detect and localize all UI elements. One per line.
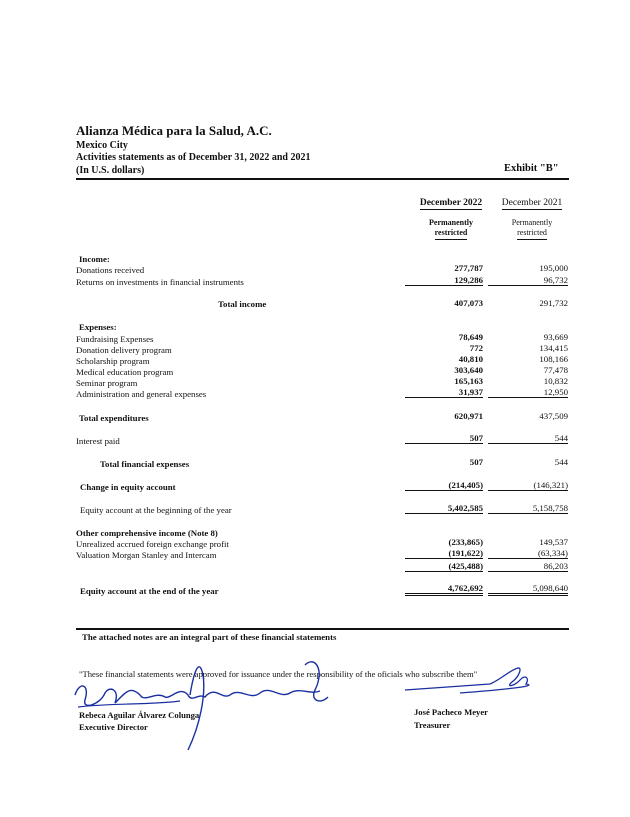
income-row-2021: 195,000 (539, 263, 568, 273)
expense-row-2021: 134,415 (539, 343, 568, 353)
city: Mexico City (76, 140, 128, 151)
change-equity-2022: (214,405) (405, 480, 483, 491)
total-expenditures-label: Total expenditures (79, 413, 149, 423)
income-row-2022: 277,787 (454, 263, 483, 273)
col-2022-header: December 2022 (419, 198, 483, 208)
equity-end-2021: 5,098,640 (488, 583, 568, 596)
signer1-title: Executive Director (79, 722, 148, 732)
exhibit-label: Exhibit "B" (504, 163, 559, 174)
interest-paid-2021: 544 (488, 433, 568, 444)
expenses-heading: Expenses: (79, 322, 117, 332)
expense-row-2021: 10,832 (543, 376, 568, 386)
income-row-label: Donations received (76, 265, 145, 275)
signature-rebeca (70, 655, 340, 755)
expense-row-2022: 772 (469, 343, 483, 353)
expense-row-2022: 78,649 (458, 332, 483, 342)
expense-row-2022: 303,640 (454, 365, 483, 375)
oci-row-2022: (233,865) (448, 537, 483, 547)
col-2021-header: December 2021 (501, 198, 563, 208)
total-income-2022: 407,073 (454, 298, 483, 308)
interest-paid-label: Interest paid (76, 436, 120, 446)
signature-jose (400, 660, 550, 705)
expense-row-label: Administration and general expenses (76, 389, 207, 399)
total-expenditures-2022: 620,971 (454, 411, 483, 421)
oci-heading: Other comprehensive income (Note 8) (76, 528, 218, 538)
total-financial-label: Total financial expenses (100, 459, 190, 469)
total-expenditures-2021: 437,509 (539, 411, 568, 421)
expense-row-label: Seminar program (76, 378, 138, 388)
notes-statement: The attached notes are an integral part of these financial statements (82, 632, 337, 642)
currency-note: (In U.S. dollars) (76, 165, 145, 176)
income-row-2021: 96,732 (488, 275, 568, 286)
expense-row-2022: 31,937 (405, 387, 483, 398)
income-heading: Income: (79, 254, 110, 264)
col-2022-sub: Permanently restricted (412, 218, 490, 240)
oci-row-2022: (191,622) (405, 548, 483, 559)
col-2021-sub: Permanently restricted (493, 218, 571, 240)
header-rule (76, 178, 569, 180)
expense-row-2022: 40,810 (458, 354, 483, 364)
signer2-title: Treasurer (414, 720, 451, 730)
responsibility-statement: "These financial statements were approved for issuance under the responsibility of the oficials who subscribe them" (79, 669, 478, 679)
expense-row-2022: 165,163 (454, 376, 483, 386)
expense-row-2021: 77,478 (543, 365, 568, 375)
signer2-name: José Pacheco Meyer (414, 707, 488, 717)
total-financial-2022: 507 (469, 457, 483, 467)
expense-row-2021: 93,669 (543, 332, 568, 342)
oci-row-2021: (63,334) (488, 548, 568, 559)
equity-begin-2021: 5,158,758 (488, 503, 568, 514)
signer1-name: Rebeca Aguilar Álvarez Colunga (79, 710, 200, 720)
equity-begin-2022: 5,402,585 (405, 503, 483, 514)
total-financial-2021: 544 (554, 457, 568, 467)
organization-name: Alianza Médica para la Salud, A.C. (76, 123, 272, 138)
oci-row-label: Unrealized accrued foreign exchange profit (76, 539, 229, 549)
expense-row-label: Fundraising Expenses (76, 334, 154, 344)
equity-end-label: Equity account at the end of the year (80, 586, 219, 596)
oci-total-2022: (425,488) (405, 561, 483, 572)
oci-total-2021: 86,203 (488, 561, 568, 572)
interest-paid-2022: 507 (405, 433, 483, 444)
expense-row-label: Scholarship program (76, 356, 150, 366)
equity-end-2022: 4,762,692 (405, 583, 483, 596)
change-equity-2021: (146,321) (488, 480, 568, 491)
statement-title: Activities statements as of December 31, 2022 and 2021 (76, 152, 311, 163)
footer-rule (76, 628, 569, 630)
expense-row-2021: 12,950 (488, 387, 568, 398)
income-row-2022: 129,286 (405, 275, 483, 286)
expense-row-2021: 108,166 (539, 354, 568, 364)
expense-row-label: Donation delivery program (76, 345, 172, 355)
expense-row-label: Medical education program (76, 367, 174, 377)
total-income-2021: 291,732 (539, 298, 568, 308)
equity-begin-label: Equity account at the beginning of the year (80, 505, 232, 515)
oci-row-label: Valuation Morgan Stanley and Intercam (76, 550, 217, 560)
income-row-label: Returns on investments in financial instruments (76, 277, 244, 287)
change-equity-label: Change in equity account (80, 482, 176, 492)
oci-row-2021: 149,537 (539, 537, 568, 547)
total-income-label: Total income (218, 299, 267, 309)
